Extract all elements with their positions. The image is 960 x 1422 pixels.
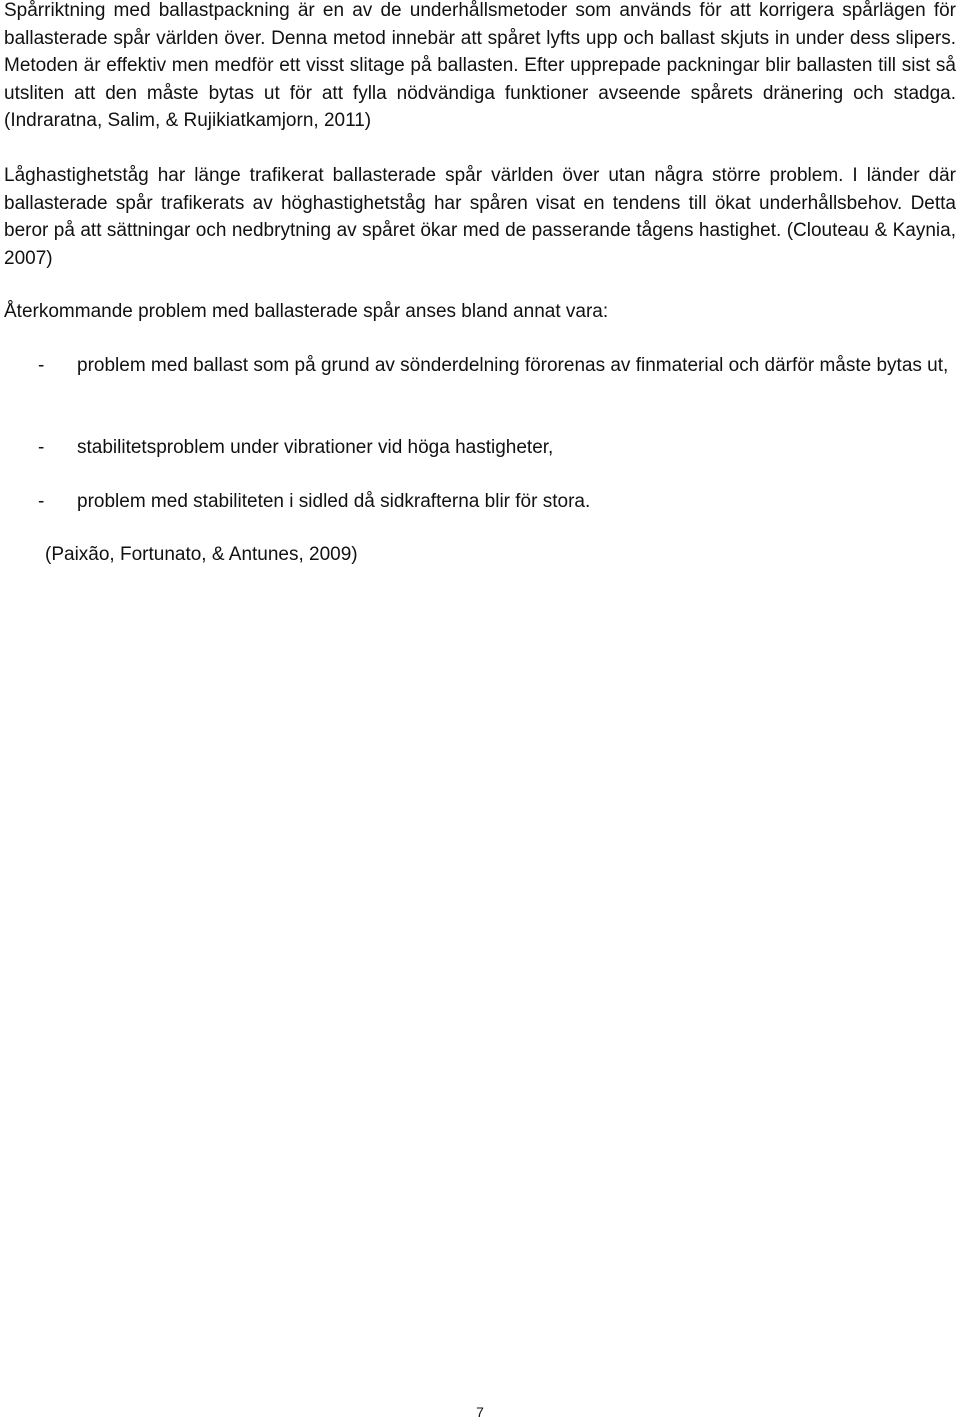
page-number: 7 [476,1404,484,1420]
list-bullet: - [38,355,45,376]
list-item [4,352,956,408]
list-item [4,488,956,516]
paragraph-ballast-tamping: Spårriktning med ballastpackning är en av de underhållsmetoder som används för att korrigera spårlägen för ballasterade spår världen över. Denna metod innebär att spåret lyfts upp och ballast skjuts in under dess slipers. Metoden är effektiv men medför ett visst slitage på ballasten. Efter upprepade packningar blir ballasten till sist så utsliten att den måste bytas ut för att fylla nödvändiga funktioner avseende spårets dränering och stadga. (Indraratna, Salim, & Rujikiatkamjorn, 2011) [4,0,956,131]
paragraph-recurring-problems-intro: Återkommande problem med ballasterade spår anses bland annat vara: [4,301,609,322]
list-bullet: - [38,437,45,458]
list-item-text: problem med stabiliteten i sidled då sidkrafterna blir för stora. [77,491,591,512]
list-item [4,434,956,462]
list-item-text: stabilitetsproblem under vibrationer vid höga hastigheter, [77,437,554,458]
citation: (Paixão, Fortunato, & Antunes, 2009) [45,544,358,565]
paragraph-high-speed-trains: Låghastighetståg har länge trafikerat ballasterade spår världen över utan några större problem. I länder där ballasterade spår trafikerats av höghastighetståg har spåren visat en tendens till ökat underhållsbehov. Detta beror på att sättningar och nedbrytning av spåret ökar med de passerande tågens hastighet. (Clouteau & Kaynia, 2007) [4,165,956,269]
list-item-text: problem med ballast som på grund av sönderdelning förorenas av finmaterial och därför måste bytas ut, [77,355,949,376]
list-bullet: - [38,491,45,512]
